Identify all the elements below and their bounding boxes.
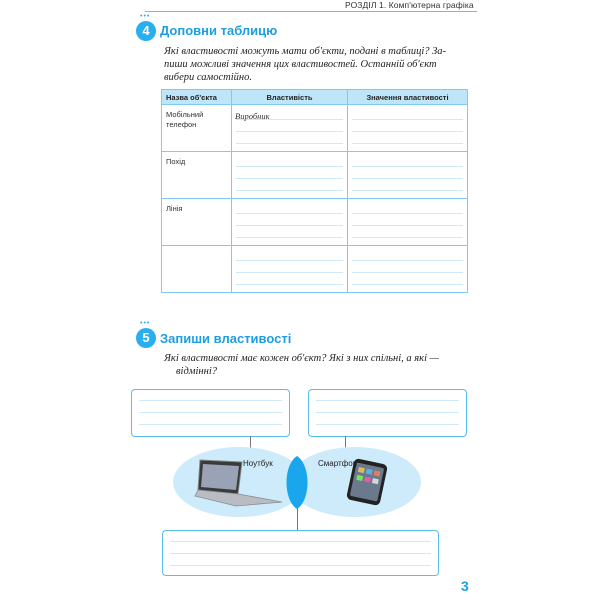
column-header: Значення властивості xyxy=(348,90,468,105)
badge-dots: ••• xyxy=(140,13,151,20)
column-header: Назва об'єкта xyxy=(162,90,232,105)
object-name: телефон xyxy=(166,120,197,129)
task-text-line: пиши можливі значення цих властивостей. Останній об'єкт xyxy=(164,59,437,70)
task-number-badge: 4 xyxy=(136,21,156,41)
task-title: Доповни таблицю xyxy=(160,23,278,38)
laptop-label: Ноутбук xyxy=(243,459,273,468)
property-value: Виробник xyxy=(235,111,270,121)
section-header: РОЗДІЛ 1. Комп'ютерна графіка xyxy=(345,0,474,10)
column-header: Властивість xyxy=(232,90,348,105)
task-number-badge: 5 xyxy=(136,328,156,348)
task-text-line: вибери самостійно. xyxy=(164,72,252,83)
object-name: Лінія xyxy=(166,204,183,213)
page-number: 3 xyxy=(461,578,469,594)
task-text-line: Які властивості можуть мати об'єкти, подані в таблиці? За- xyxy=(164,46,447,57)
task-text-line: Які властивості має кожен об'єкт? Які з них спільні, а які — xyxy=(164,353,439,364)
badge-dots: ••• xyxy=(140,320,151,327)
object-name: Похід xyxy=(166,157,186,166)
task-text-line: відмінні? xyxy=(176,366,217,377)
smartphone-label: Смартфон xyxy=(318,459,358,468)
task-title: Запиши властивості xyxy=(160,331,292,346)
object-name: Мобільний xyxy=(166,110,204,119)
